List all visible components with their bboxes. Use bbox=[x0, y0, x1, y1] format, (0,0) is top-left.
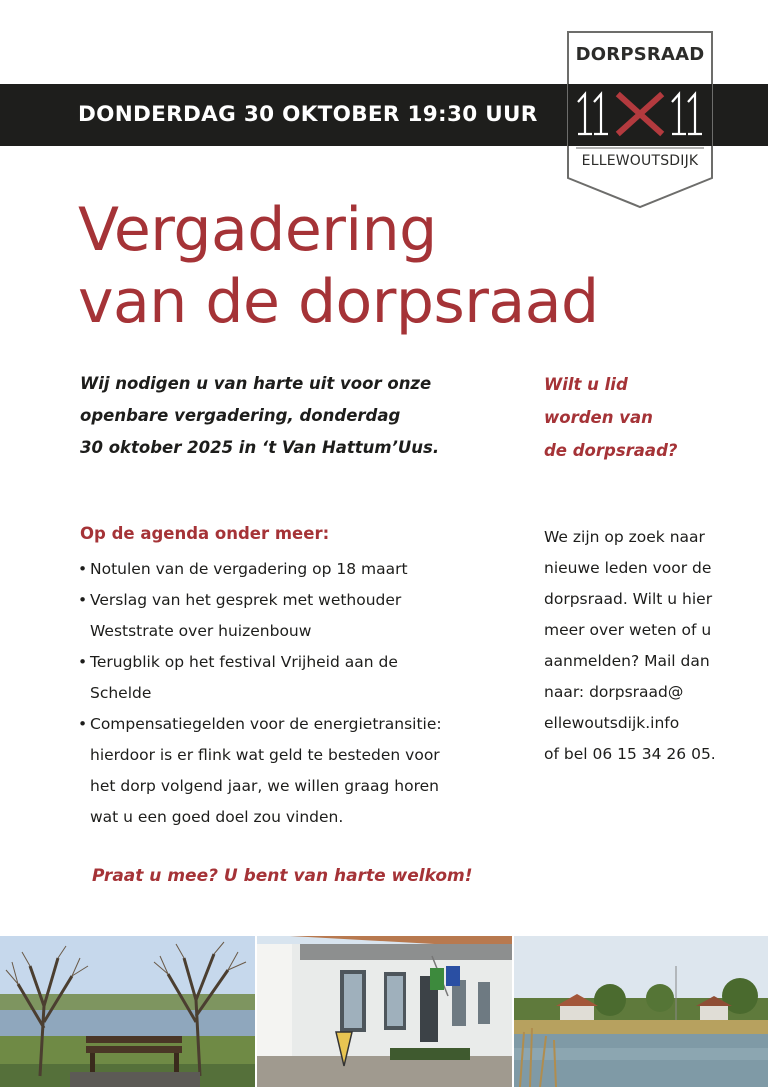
membership-info-line: of bel 06 15 34 26 05. bbox=[544, 745, 716, 763]
membership-info-line: naar: dorpsraad@ bbox=[544, 683, 684, 701]
photo-pond-bench bbox=[0, 936, 255, 1087]
agenda-list bbox=[78, 554, 498, 833]
dorpsraad-logo bbox=[566, 30, 714, 210]
agenda-item bbox=[78, 554, 498, 585]
photo-waterside bbox=[514, 936, 768, 1087]
membership-question bbox=[544, 368, 754, 467]
agenda-item-line: • Verslag van het gesprek met wethouder bbox=[90, 591, 402, 609]
membership-info-line: ellewoutsdijk.info bbox=[544, 714, 680, 732]
membership-info-line: We zijn op zoek naar bbox=[544, 528, 705, 546]
agenda-item-line: Weststrate over huizenbouw bbox=[90, 622, 312, 640]
logo-title: DORPSRAAD bbox=[575, 44, 705, 65]
photo-strip bbox=[0, 936, 768, 1087]
agenda-item bbox=[78, 647, 498, 709]
membership-question-line: Wilt u lid bbox=[544, 375, 628, 394]
page-title-line: van de dorpsraad bbox=[78, 267, 599, 337]
agenda-item-line: wat u een goed doel zou vinden. bbox=[90, 808, 344, 826]
membership-question-line: de dorpsraad? bbox=[544, 441, 678, 460]
agenda-item-line: • Compensatiegelden voor de energietransitie: bbox=[90, 715, 442, 733]
membership-info-line: dorpsraad. Wilt u hier bbox=[544, 590, 713, 608]
membership-question-line: worden van bbox=[544, 408, 653, 427]
closing-invitation: Praat u mee? U bent van harte welkom! bbox=[92, 866, 473, 886]
intro-line: openbare vergadering, donderdag bbox=[80, 406, 401, 425]
intro-line: Wij nodigen u van harte uit voor onze bbox=[80, 374, 432, 393]
photo-building bbox=[257, 936, 512, 1087]
page-title-line: Vergadering bbox=[78, 195, 437, 265]
agenda-item-line: het dorp volgend jaar, we willen graag horen bbox=[90, 777, 439, 795]
agenda-item-line: • Notulen van de vergadering op 18 maart bbox=[90, 560, 408, 578]
agenda-item bbox=[78, 709, 498, 833]
membership-info-line: aanmelden? Mail dan bbox=[544, 652, 710, 670]
agenda-item-line: Schelde bbox=[90, 684, 152, 702]
agenda-item bbox=[78, 585, 498, 647]
intro-line: 30 oktober 2025 in ‘t Van Hattum’Uus. bbox=[80, 438, 440, 457]
agenda-item-line: hierdoor is er flink wat geld te besteden voor bbox=[90, 746, 440, 764]
membership-info-line: nieuwe leden voor de bbox=[544, 559, 712, 577]
membership-info-line: meer over weten of u bbox=[544, 621, 712, 639]
date-banner-text: DONDERDAG 30 OKTOBER 19:30 UUR bbox=[78, 102, 538, 127]
page-title bbox=[78, 194, 638, 338]
agenda-item-line: • Terugblik op het festival Vrijheid aan de bbox=[90, 653, 398, 671]
logo-subtitle: ELLEWOUTSDIJK bbox=[581, 153, 699, 169]
agenda-heading: Op de agenda onder meer: bbox=[80, 524, 330, 543]
intro-paragraph bbox=[80, 368, 500, 464]
membership-info bbox=[544, 522, 759, 770]
